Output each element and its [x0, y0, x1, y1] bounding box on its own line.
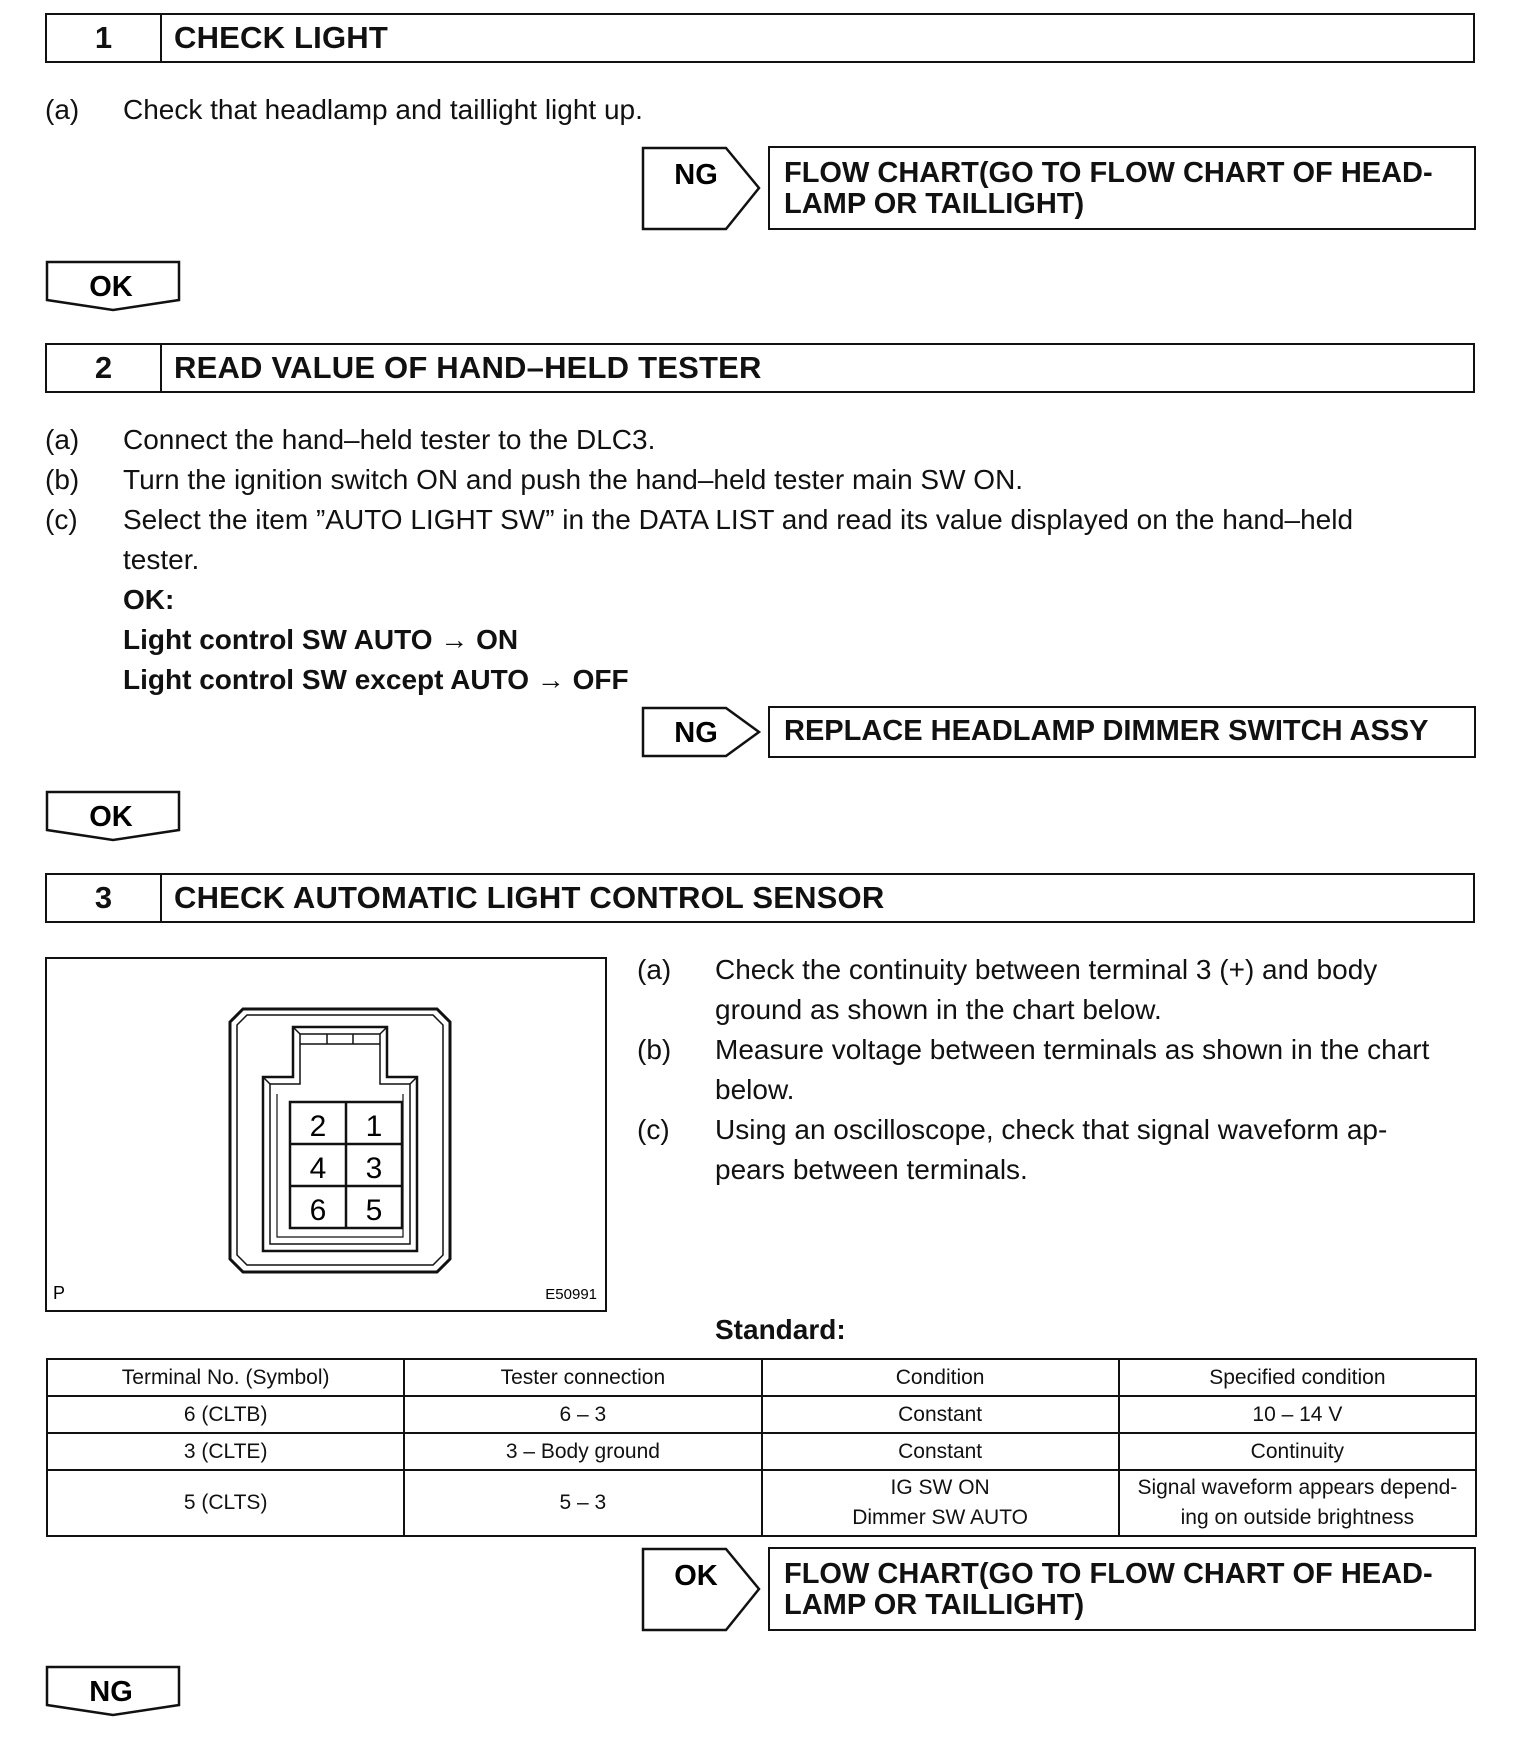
step-1-item-a — [45, 90, 1475, 130]
result-line: LAMP OR TAILLIGHT) — [784, 188, 1085, 220]
item-text: Measure voltage between terminals as shown in the chart — [715, 1034, 1430, 1065]
ng-label: NG — [674, 159, 718, 191]
table-cell: Constant — [762, 1433, 1119, 1470]
step-number: 1 — [47, 15, 162, 61]
step-title: READ VALUE OF HAND–HELD TESTER — [174, 350, 762, 385]
table-cell: 10 – 14 V — [1119, 1396, 1476, 1433]
step-3-item-c — [637, 1110, 1477, 1190]
ok-heading: OK: — [123, 584, 175, 615]
ng-result-box — [768, 146, 1476, 230]
step-2-item-b — [45, 460, 1475, 500]
table-cell: 5 – 3 — [404, 1470, 761, 1536]
ok-tab — [45, 790, 183, 842]
item-label: (b) — [45, 464, 80, 495]
item-text: tester. — [123, 544, 200, 575]
step-2-header — [45, 343, 1475, 393]
item-text: ground as shown in the chart below. — [715, 994, 1162, 1025]
ng-result-box — [768, 706, 1476, 758]
step-3-header — [45, 873, 1475, 923]
item-label: (a) — [45, 94, 80, 125]
result-line: FLOW CHART(GO TO FLOW CHART OF HEAD- — [784, 1558, 1433, 1590]
step-3-item-b — [637, 1030, 1477, 1110]
result-line: REPLACE HEADLAMP DIMMER SWITCH ASSY — [784, 715, 1429, 747]
standard-table — [46, 1358, 1477, 1537]
ng-label: NG — [89, 1676, 133, 1708]
pin-label: 1 — [365, 1110, 383, 1143]
ok-label: OK — [89, 271, 133, 303]
step-number: 3 — [47, 875, 162, 921]
table-header-cell: Terminal No. (Symbol) — [47, 1359, 404, 1396]
pin-label: 3 — [365, 1152, 383, 1185]
table-cell: 6 – 3 — [404, 1396, 761, 1433]
pin-label: 4 — [309, 1152, 327, 1185]
step-title: CHECK LIGHT — [174, 20, 389, 55]
table-cell: IG SW ON Dimmer SW AUTO — [762, 1470, 1119, 1536]
ok-result-box — [768, 1547, 1476, 1631]
step-2-ok-criteria — [123, 580, 1023, 700]
connector-drawing — [47, 959, 604, 1309]
table-row — [47, 1396, 1476, 1433]
item-text: Turn the ignition switch ON and push the hand–held tester main SW ON. — [123, 464, 1024, 495]
table-cell: Constant — [762, 1396, 1119, 1433]
item-text: Select the item ”AUTO LIGHT SW” in the DATA LIST and read its value displayed on the hand–held — [123, 504, 1354, 535]
ok-tab — [45, 260, 183, 312]
item-label: (b) — [637, 1034, 672, 1065]
item-text: Check the continuity between terminal 3 (+) and body — [715, 954, 1378, 985]
figure-id: E50991 — [545, 1286, 597, 1303]
step-1-header — [45, 13, 1475, 63]
ng-label: NG — [674, 717, 718, 749]
item-text: Using an oscilloscope, check that signal waveform ap- — [715, 1114, 1388, 1145]
table-row — [47, 1470, 1476, 1536]
result-line: FLOW CHART(GO TO FLOW CHART OF HEAD- — [784, 157, 1433, 189]
item-label: (a) — [45, 424, 80, 455]
result-line: LAMP OR TAILLIGHT) — [784, 1589, 1085, 1621]
table-cell: 5 (CLTS) — [47, 1470, 404, 1536]
item-text: Connect the hand–held tester to the DLC3. — [123, 424, 656, 455]
item-text: below. — [715, 1074, 795, 1105]
table-cell: Signal waveform appears depend- ing on outside brightness — [1119, 1470, 1476, 1536]
connector-figure — [45, 957, 607, 1312]
item-text: Check that headlamp and taillight light up. — [123, 94, 643, 125]
figure-corner-label: P — [53, 1283, 66, 1303]
item-label: (a) — [637, 954, 672, 985]
step-2-item-c — [45, 500, 1475, 580]
ng-arrow — [641, 146, 761, 231]
table-cell: 3 (CLTE) — [47, 1433, 404, 1470]
table-header-row — [47, 1359, 1476, 1396]
item-text: pears between terminals. — [715, 1154, 1028, 1185]
pin-label: 2 — [309, 1110, 327, 1143]
ok-label: OK — [674, 1560, 718, 1592]
step-3-item-a — [637, 950, 1477, 1030]
table-row — [47, 1433, 1476, 1470]
table-cell: 3 – Body ground — [404, 1433, 761, 1470]
ok-criterion: Light control SW AUTO → ON — [123, 624, 519, 655]
table-cell: 6 (CLTB) — [47, 1396, 404, 1433]
table-header-cell: Tester connection — [404, 1359, 761, 1396]
ok-label: OK — [89, 801, 133, 833]
item-label: (c) — [45, 504, 78, 535]
table-cell: Continuity — [1119, 1433, 1476, 1470]
pin-label: 5 — [365, 1194, 383, 1227]
step-number: 2 — [47, 345, 162, 391]
ok-arrow — [641, 1547, 761, 1632]
ok-criterion: Light control SW except AUTO → OFF — [123, 664, 629, 695]
standard-label: Standard: — [715, 1314, 846, 1345]
table-header-cell: Specified condition — [1119, 1359, 1476, 1396]
ng-arrow — [641, 706, 761, 758]
item-label: (c) — [637, 1114, 670, 1145]
table-header-cell: Condition — [762, 1359, 1119, 1396]
ng-tab — [45, 1665, 183, 1717]
step-title: CHECK AUTOMATIC LIGHT CONTROL SENSOR — [174, 880, 885, 915]
step-2-item-a — [45, 420, 1475, 460]
pin-label: 6 — [309, 1194, 327, 1227]
